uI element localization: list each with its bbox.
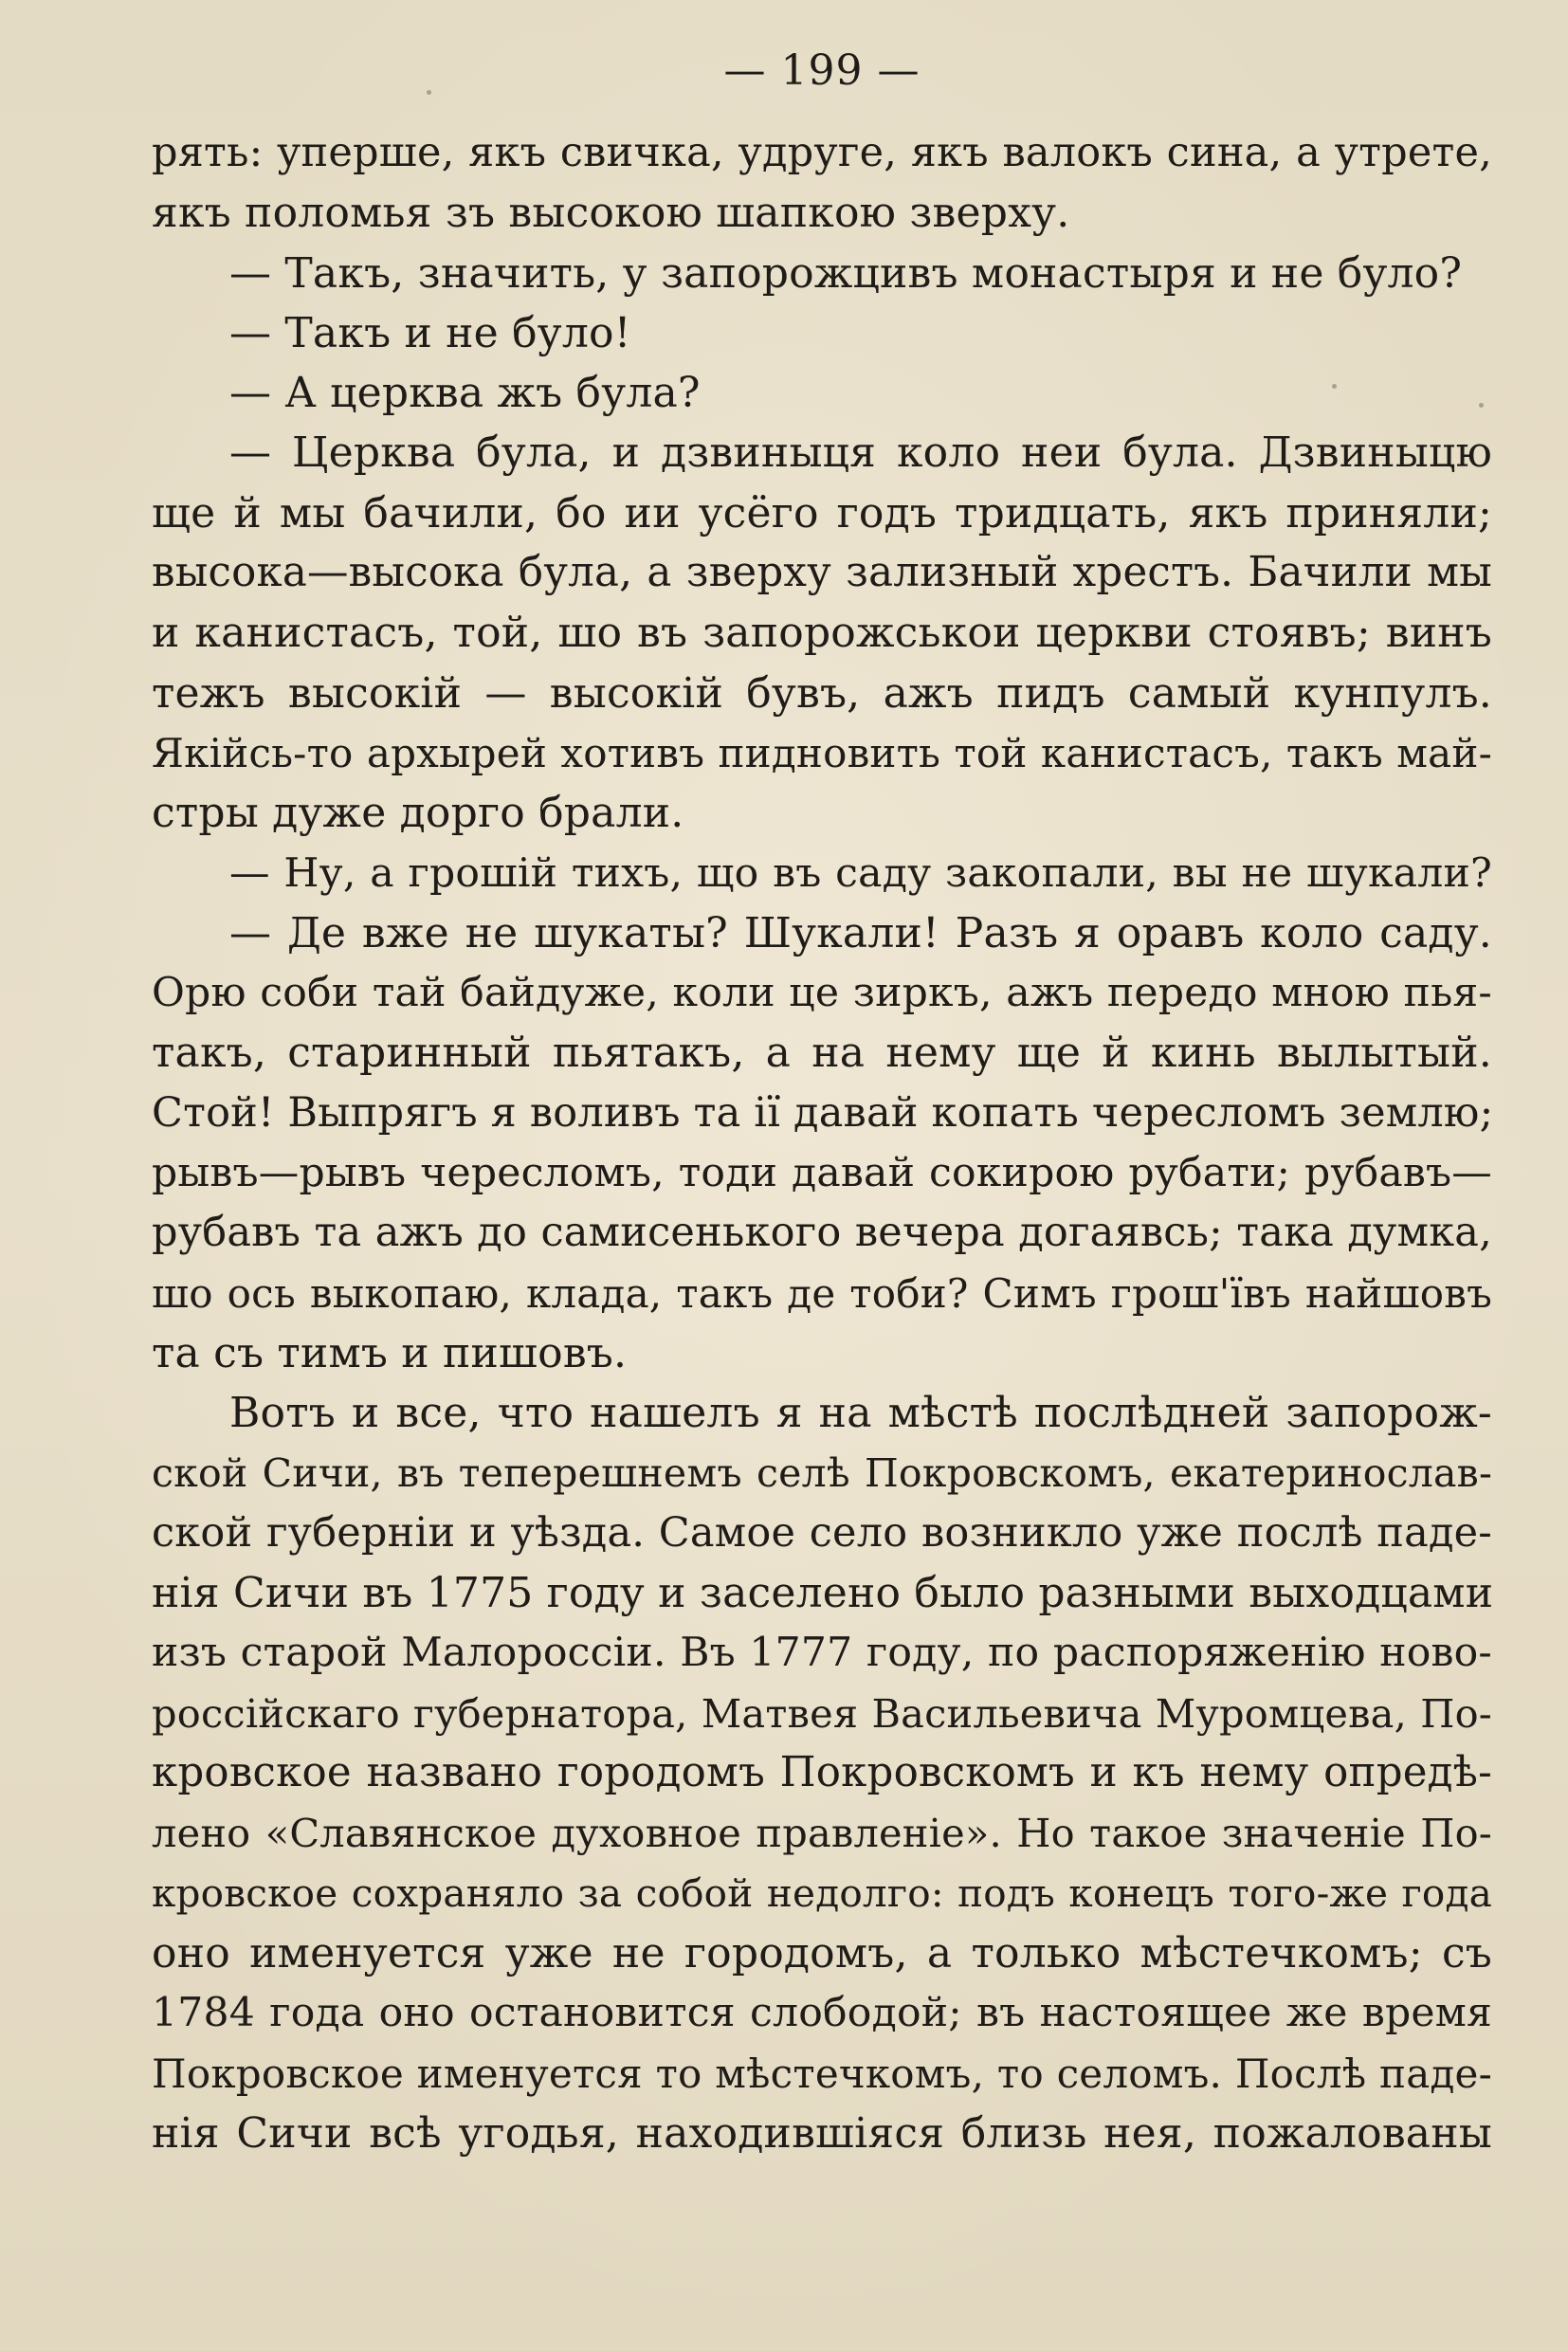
text-line: рубавъ та ажъ до самисенького вечера догаявсь; така думка, [152,1209,1492,1257]
dialogue-line: — Такъ, значить, у запорожцивъ монастыря и не було? [229,248,1463,298]
text-line: та съ тимъ и пишовъ. [152,1328,628,1377]
dialogue-line: — Церква була, и дзвиныця коло неи була. Дзвиныцю [229,428,1492,478]
text-line: шо ось выкопаю, клада, такъ де тоби? Симъ грош'ївъ найшовъ [152,1269,1492,1317]
text-line: нія Сичи въ 1775 году и заселено было разными выходцами [152,1569,1494,1618]
text-line: оно именуется уже не городомъ, а только мѣстечкомъ; съ [152,1928,1492,1977]
paragraph-start-line: Вотъ и все, что нашелъ я на мѣстѣ послѣдней запорож- [229,1389,1492,1438]
text-line: Стой! Выпрягъ я воливъ та ії давай копать чересломъ землю; [152,1088,1494,1137]
text-line: рывъ—рывъ чересломъ, тоди давай сокирою рубати; рубавъ— [152,1150,1492,1197]
text-line: ще й мы бачили, бо ии усёго годъ тридцать, якъ приняли; [152,488,1492,538]
text-line: высока—высока була, а зверху зализный хрестъ. Бачили мы [152,549,1492,597]
text-line: такъ, старинный пьятакъ, а на нему ще й кинь вылытый. [152,1029,1492,1078]
paper-speck [427,90,431,95]
paper-speck [1332,384,1337,389]
text-line: Якійсь-то архырей хотивъ пидновить той канистасъ, такъ май- [152,729,1492,776]
paper-speck [1479,403,1484,408]
body-text [152,123,1492,2163]
text-line: россійскаго губернатора, Матвея Васильевича Муромцева, По- [152,1689,1492,1737]
text-line: лено «Славянское духовное правленіе». Но такое значеніе По- [152,1810,1492,1857]
text-line: якъ поломья зъ высокою шапкою зверху. [152,189,1070,238]
dialogue-line: — Такъ и не було! [229,308,631,357]
dialogue-line: — Де вже не шукаты? Шукали! Разъ я оравъ коло саду. [229,908,1492,957]
text-line: ской губерніи и уѣзда. Самое село возникло уже послѣ паде- [152,1508,1492,1557]
text-line: Орю соби тай байдуже, коли це зиркъ, ажъ передо мною пья- [152,970,1492,1017]
text-line: и канистасъ, той, шо въ запорожськои церкви стоявъ; винъ [152,609,1492,658]
dialogue-line: — А церква жъ була? [229,369,701,418]
text-line: изъ старой Малороссіи. Въ 1777 году, по распоряженію ново- [152,1630,1492,1677]
text-line: 1784 года оно остановится слободой; въ настоящее же время [152,1990,1492,2037]
text-line: ской Сичи, въ теперешнемъ селѣ Покровскомъ, екатеринослав- [152,1449,1492,1496]
text-line: Покровское именуется то мѣстечкомъ, то селомъ. Послѣ паде- [152,2050,1492,2097]
text-line: рять: уперше, якъ свичка, удруге, якъ валокъ сина, а утрете, [152,129,1492,176]
text-line: стры дуже дорго брали. [152,789,684,838]
text-line: тежъ высокій — высокій бувъ, ажъ пидъ самый кунпулъ. [152,668,1492,718]
text-line: кровское сохраняло за собой недолго: подъ конецъ того-же года [152,1869,1492,1916]
text-line: кровское названо городомъ Покровскомъ и къ нему опредѣ- [152,1749,1492,1797]
page-number: — 199 — [723,46,921,95]
text-line: нія Сичи всѣ угодья, находившіяся близь нея, пожалованы [152,2108,1492,2158]
dialogue-line: — Ну, а грошій тихъ, що въ саду закопали, вы не шукали? [229,849,1492,897]
